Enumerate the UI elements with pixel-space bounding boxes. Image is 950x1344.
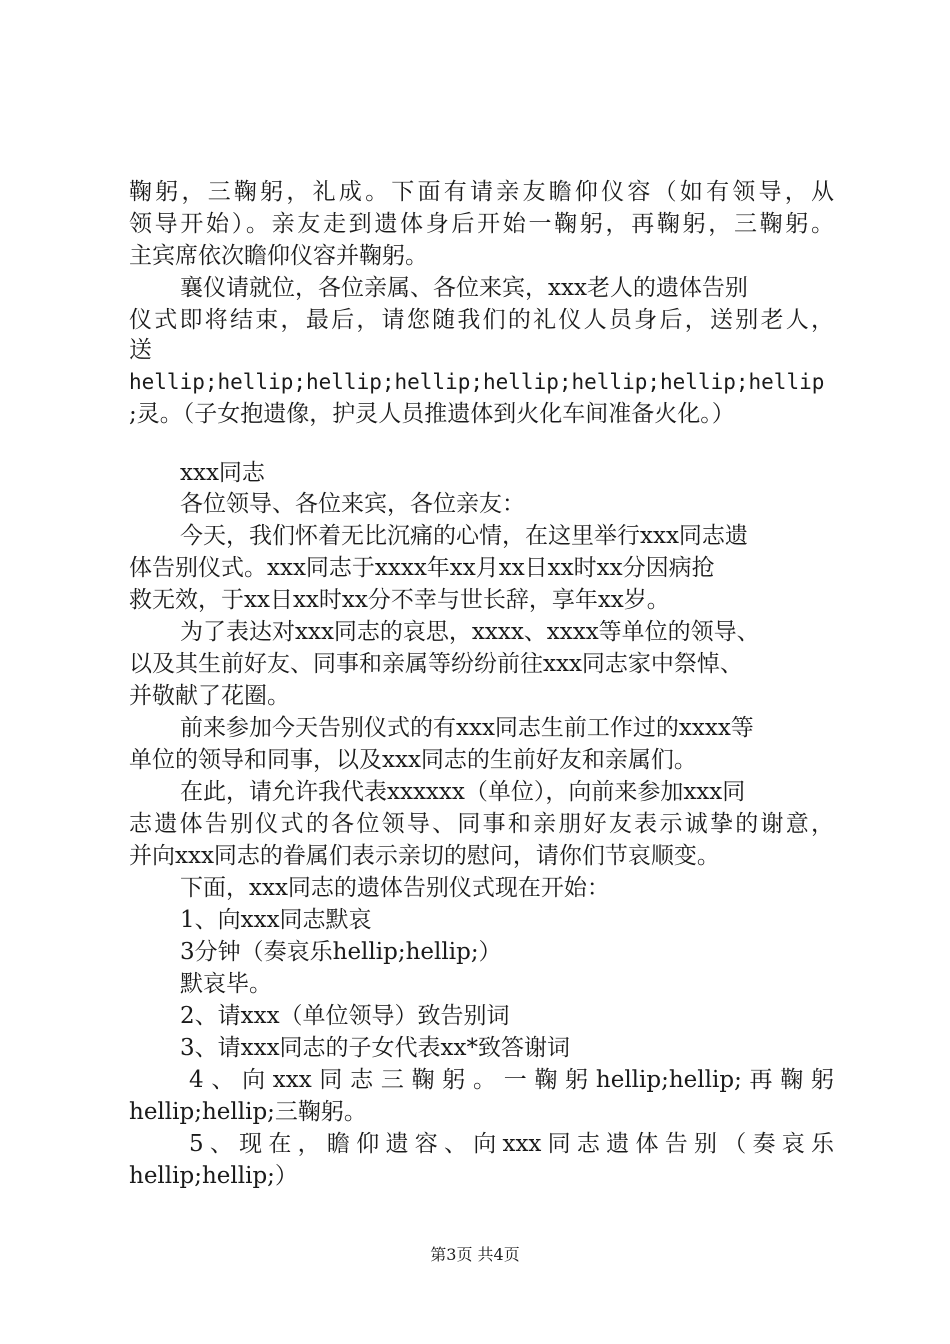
list-item: 3、请xxx同志的子女代表xx*致答谢词	[180, 1035, 570, 1061]
text-line: 救无效，于xx日xx时xx分不幸与世长辞，享年xx岁。	[129, 587, 670, 613]
text-line: 送	[129, 337, 152, 363]
text-line: 前来参加今天告别仪式的有xxx同志生前工作过的xxxx等	[180, 715, 754, 741]
section-title: xxx同志	[180, 460, 265, 486]
list-item: 4、向xxx同志三鞠躬。一鞠躬hellip;hellip;再鞠躬	[189, 1067, 834, 1093]
text-line: 体告别仪式。xxx同志于xxxx年xx月xx日xx时xx分因病抢	[129, 555, 715, 581]
text-line: 仪式即将结束，最后，请您随我们的礼仪人员身后，送别老人，	[129, 307, 834, 333]
text-line: 单位的领导和同事，以及xxx同志的生前好友和亲属们。	[129, 747, 697, 773]
text-line: 各位领导、各位来宾，各位亲友：	[180, 491, 525, 517]
list-item: 1、向xxx同志默哀	[180, 907, 372, 933]
list-item: 5、现在，瞻仰遗容、向xxx同志遗体告别（奏哀乐	[189, 1131, 834, 1157]
text-line: 襄仪请就位，各位亲属、各位来宾，xxx老人的遗体告别	[180, 275, 748, 301]
text-line: hellip;hellip;）	[129, 1163, 298, 1189]
list-item: 3分钟（奏哀乐hellip;hellip;）	[180, 939, 502, 965]
list-item: 默哀毕。	[180, 971, 272, 997]
page-number-footer: 第3页 共4页	[430, 1245, 520, 1264]
text-line: 以及其生前好友、同事和亲属等纷纷前往xxx同志家中祭悼、	[129, 651, 743, 677]
text-line: 鞠躬，三鞠躬，礼成。下面有请亲友瞻仰仪容（如有领导，从	[129, 179, 834, 205]
text-line: 下面，xxx同志的遗体告别仪式现在开始：	[180, 875, 610, 901]
text-line: hellip;hellip;hellip;hellip;hellip;hellip;hellip;hellip	[129, 370, 825, 394]
text-line: 并敬献了花圈。	[129, 683, 290, 709]
text-line: 并向xxx同志的眷属们表示亲切的慰问，请你们节哀顺变。	[129, 843, 720, 869]
text-line: 主宾席依次瞻仰仪容并鞠躬。	[129, 243, 428, 269]
text-line: 今天，我们怀着无比沉痛的心情，在这里举行xxx同志遗	[180, 523, 748, 549]
list-item: 2、请xxx（单位领导）致告别词	[180, 1003, 510, 1029]
text-line: 为了表达对xxx同志的哀思，xxxx、xxxx等单位的领导、	[180, 619, 760, 645]
text-line: 领导开始）。亲友走到遗体身后开始一鞠躬，再鞠躬，三鞠躬。	[129, 211, 834, 237]
text-line: hellip;hellip;三鞠躬。	[129, 1099, 367, 1125]
text-line: 在此，请允许我代表xxxxxx（单位），向前来参加xxx同	[180, 779, 746, 805]
text-line: 志遗体告别仪式的各位领导、同事和亲朋好友表示诚挚的谢意，	[129, 811, 834, 837]
text-line: ;灵。（子女抱遗像，护灵人员推遗体到火化车间准备火化。）	[129, 401, 735, 427]
